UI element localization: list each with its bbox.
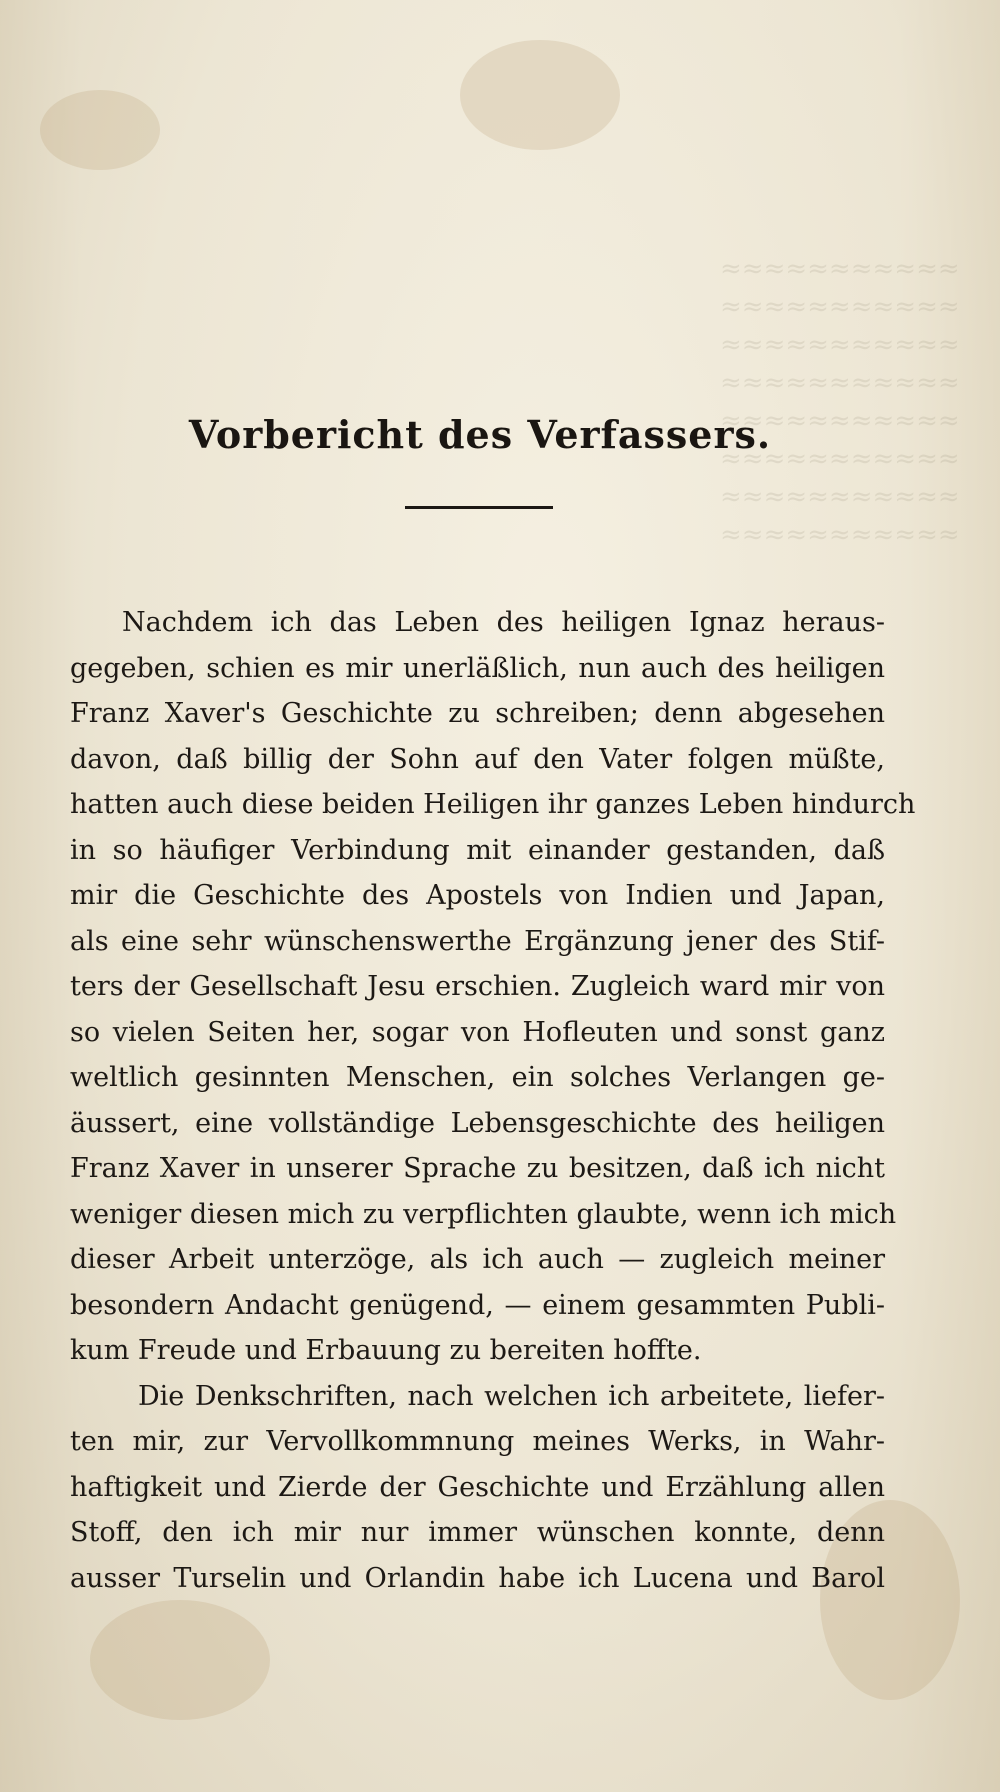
text-line: weltlich gesinnten Menschen, ein solches Verlangen ge- (70, 1062, 885, 1093)
paper-stain (460, 40, 620, 150)
text-line: gegeben, schien es mir unerläßlich, nun auch des heiligen (70, 652, 885, 684)
text-line: hatten auch diese beiden Heiligen ihr ganzes Leben hindurch (70, 789, 916, 820)
text-line: Die Denkschriften, nach welchen ich arbeitete, liefer- (138, 1380, 885, 1412)
text-line: ters der Gesellschaft Jesu erschien. Zugleich ward mir von (70, 971, 885, 1002)
text-line: besondern Andacht genügend, — einem gesammten Publi- (70, 1289, 885, 1321)
text-line: ten mir, zur Vervollkommnung meines Werks, in Wahr- (70, 1426, 885, 1457)
text-line: Nachdem ich das Leben des heiligen Ignaz heraus- (122, 607, 885, 638)
text-line: kum Freude und Erbauung zu bereiten hoffte. (70, 1335, 702, 1366)
text-line: äussert, eine vollständige Lebensgeschichte des heiligen (70, 1107, 885, 1139)
text-line: dieser Arbeit unterzöge, als ich auch — zugleich meiner (70, 1244, 885, 1275)
body-text (70, 600, 916, 1601)
text-line: Stoff, den ich mir nur immer wünschen konnte, denn (70, 1517, 885, 1548)
text-line: ausser Turselin und Orlandin habe ich Lucena und Barol (70, 1562, 885, 1594)
paper-stain (90, 1600, 270, 1720)
text-line: Franz Xaver in unserer Sprache zu besitzen, daß ich nicht (70, 1153, 885, 1184)
text-line: davon, daß billig der Sohn auf den Vater folgen müßte, (70, 743, 885, 775)
text-line: in so häufiger Verbindung mit einander gestanden, daß (70, 834, 885, 866)
text-line: weniger diesen mich zu verpflichten glaubte, wenn ich mich (70, 1198, 897, 1230)
show-through-text: ≈≈≈≈≈≈≈≈≈≈≈ ≈≈≈≈≈≈≈≈≈≈≈ ≈≈≈≈≈≈≈≈≈≈≈ ≈≈≈≈≈≈≈≈≈≈≈ ≈≈≈≈≈≈≈≈≈≈≈ ≈≈≈≈≈≈≈≈≈≈≈ ≈≈≈≈≈≈≈≈≈≈≈ ≈≈≈≈≈≈≈≈≈≈≈ (720, 254, 960, 550)
heading-rule (405, 506, 553, 509)
paper-stain (40, 90, 160, 170)
page-heading: Vorbericht des Verfassers. (188, 412, 772, 457)
text-line: haftigkeit und Zierde der Geschichte und Erzählung allen (70, 1471, 885, 1503)
text-line: so vielen Seiten her, sogar von Hofleuten und sonst ganz (70, 1016, 885, 1048)
text-line: als eine sehr wünschenswerthe Ergänzung jener des Stif- (70, 925, 885, 957)
text-line: mir die Geschichte des Apostels von Indien und Japan, (70, 880, 885, 911)
text-line: Franz Xaver's Geschichte zu schreiben; denn abgesehen (70, 698, 885, 729)
